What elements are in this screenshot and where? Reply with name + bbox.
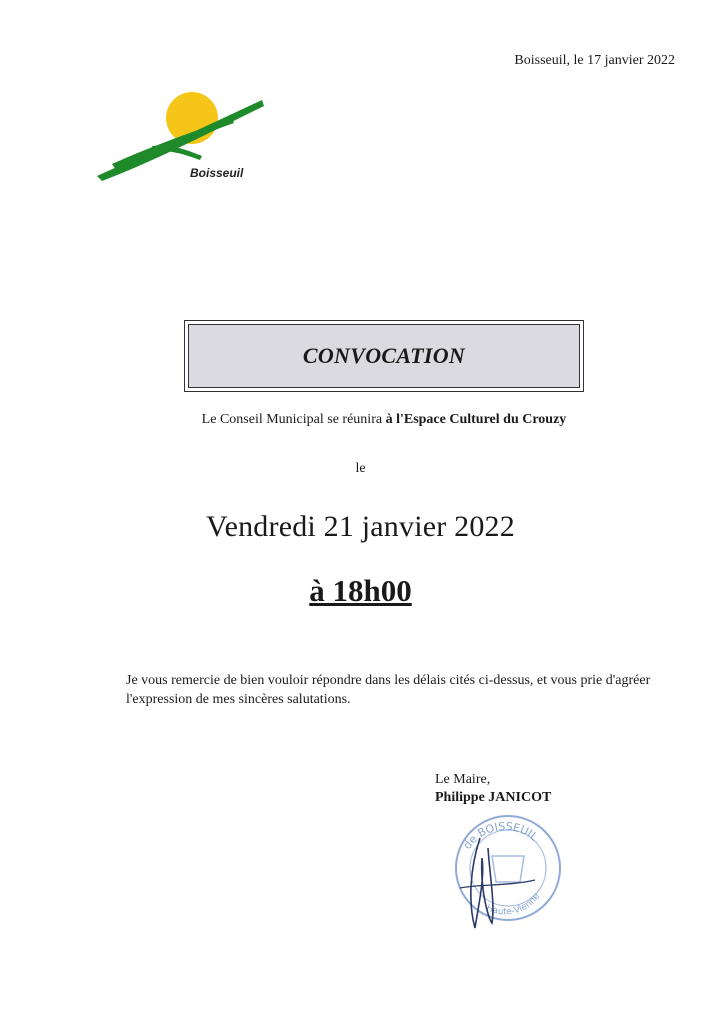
stamp-center-emblem: [492, 856, 524, 882]
meeting-time: à 18h00: [309, 573, 412, 608]
le-word: le: [355, 461, 366, 476]
convocation-title: CONVOCATION: [302, 343, 466, 368]
signature-role: Le Maire,: [435, 772, 491, 787]
meeting-intro: Le Conseil Municipal se réunira: [201, 412, 386, 427]
stamp-text-bottom: Haute-Vienne: [484, 891, 543, 918]
meeting-date: Vendredi 21 janvier 2022: [206, 510, 515, 543]
convocation-box-inner: [188, 324, 580, 388]
meeting-place-name: à l'Espace Culturel du Crouzy: [385, 412, 567, 427]
boisseuil-logo: [92, 86, 272, 186]
closing-paragraph: Je vous remercie de bien vouloir répondre dans les délais cités ci-dessus, et vous prie d'agréer l'expression de mes sincères salutations.: [126, 673, 651, 707]
date-line: Boisseuil, le 17 janvier 2022: [514, 53, 675, 68]
signature-name: Philippe JANICOT: [435, 790, 552, 805]
svg-text:de BOISSEUIL: [461, 820, 541, 852]
meeting-place: [180, 411, 588, 428]
signature-block: [435, 771, 551, 807]
logo-text: Boisseuil: [190, 166, 244, 180]
stamp-text: de BOISSEUIL: [460, 819, 541, 852]
official-stamp: [440, 808, 570, 938]
convocation-box: [184, 320, 584, 392]
